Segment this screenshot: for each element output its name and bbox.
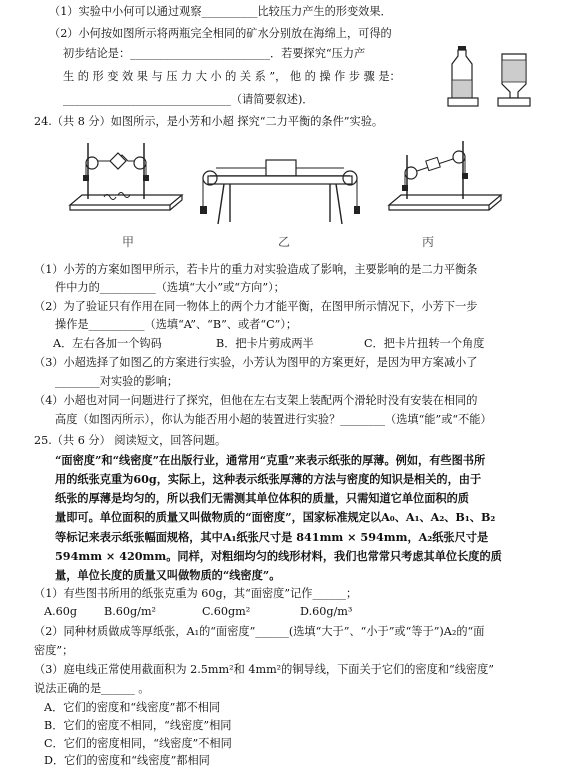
q25-passage-line5: 等标记来表示纸张幅面规格，其中A₁纸张尺寸是 841mm × 594mm，A₂纸张尺寸是 xyxy=(55,530,489,544)
q25-passage-line4: 量即可。单位面积的质量又叫做物质的“面密度”，国家标准规定以A₀、A₁、A₂、B₁、B₂ xyxy=(55,510,496,524)
q24-option-b: B．把卡片剪成两半 xyxy=(216,337,314,350)
q25-sub3-option-c: C．它们的密度相同，“线密度”不相同 xyxy=(44,737,232,750)
figure-caption-jia: 甲 xyxy=(122,235,135,249)
q25-passage-line1: “面密度”和“线密度”在出版行业，通常用“克重”来表示纸张的厚薄。例如，有些图书所 xyxy=(55,453,486,467)
q25-sub3-line1: （3）庭电线正常使用截面积为 2.5mm²和 4mm²的铜导线，下面关于它们的密度和“线密度” xyxy=(34,663,494,676)
q24-part4-line1: （4）小超也对同一问题进行了探究，但他在左右支架上装配两个滑轮时没有安装在相同的 xyxy=(34,394,478,407)
q25-sub1: （1）有些图书所用的纸张克重为 60g，其“面密度”记作______； xyxy=(34,587,358,600)
q25-sub2-line2: 密度”； xyxy=(34,644,74,657)
q25-sub3-option-d: D．它们的密度和“线密度”都相同 xyxy=(44,754,210,767)
q24-part2-line2: 操作是__________（选填“A”、“B”、或者“C”）； xyxy=(55,318,298,331)
q24-option-c: C．把卡片扭转一个角度 xyxy=(364,337,485,350)
q24-part2-line1: （2）为了验证只有作用在同一物体上的两个力才能平衡，在图甲所示情况下，小芳下一步 xyxy=(34,300,478,313)
bottles-on-sponge-figure xyxy=(446,40,536,110)
figure-yi-table-pulleys xyxy=(200,152,360,232)
q23-line-2: （2）小何按如图所示将两瓶完全相同的矿水分别放在海绵上，可得的 xyxy=(49,27,392,40)
q24-option-a: A．左右各加一个钩码 xyxy=(53,337,162,350)
q25-sub3-line2: 说法正确的是______ 。 xyxy=(34,682,150,695)
q25-sub1-option-d: D.60g/m³ xyxy=(300,605,353,618)
q24-part1-line1: （1）小芳的方案如图甲所示，若卡片的重力对实验造成了影响，主要影响的是二力平衡条 xyxy=(34,263,478,276)
q23-line-1: （1）实验中小何可以通过观察__________比较压力产生的形变效果． xyxy=(49,5,392,18)
figure-bing-uneven-pulleys xyxy=(385,135,505,227)
q25-passage-line6: 594mm × 420mm。同样，对粗细均匀的线形材料，我们也常常只考虑其单位长度的质 xyxy=(55,549,502,563)
q25-passage-line7: 量，单位长度的质量又叫做物质的“线密度”。 xyxy=(55,568,281,582)
q25-sub3-option-b: B．它们的密度不相同，“线密度”相同 xyxy=(44,719,232,732)
q24-part4-line2: 高度（如图丙所示），你认为能否用小超的装置进行实验？________（选填“能”或“不能） xyxy=(55,413,492,426)
q23-line-3: 初步结论是：_________________________．若要探究“压力产 xyxy=(63,47,366,60)
q25-sub2-line1: （2）同种材质做成等厚纸张，A₁的“面密度”______(选填“大于”、“小于”或“等于”)A₂的“面 xyxy=(34,625,485,638)
q24-part3-line2: ________对实验的影响； xyxy=(55,375,179,388)
q24-part3-line1: （3）小超选择了如图乙的方案进行实验，小芳认为图甲的方案更好，是因为甲方案减小了 xyxy=(34,356,478,369)
q25-passage-line3: 纸张的厚薄是均匀的，所以我们无需测其单位体积的质量，只需知道它单位面积的质 xyxy=(55,491,469,505)
q24-heading: 24.（共 8 分）如图所示，是小芳和小超 探究“二力平衡的条件”实验。 xyxy=(34,115,384,128)
q25-passage-line2: 用的纸张克重为60g，实际上，这种表示纸张厚薄的方法与密度的知识是相关的，由于 xyxy=(55,472,482,486)
figure-caption-bing: 丙 xyxy=(422,235,435,249)
q25-sub1-option-b: B.60g/m² xyxy=(104,605,157,618)
figure-jia-card-pulleys xyxy=(66,135,186,227)
q25-sub1-option-a: A.60g xyxy=(44,605,78,618)
q25-heading: 25.（共 6 分） 阅读短文，回答问题。 xyxy=(34,434,227,447)
q23-line-5: ______________________________（请简要叙述)． xyxy=(63,93,314,106)
q23-line-4: 生 的 形 变 效 果 与 压 力 大 小 的 关 系 ”， 他 的 操 作 步 骤 是： xyxy=(63,70,401,83)
q25-sub1-option-c: C.60gm² xyxy=(202,605,251,618)
q24-part1-line2: 件中力的__________（选填“大小”或“方向”）； xyxy=(55,281,285,294)
figure-caption-yi: 乙 xyxy=(278,235,291,249)
q25-sub3-option-a: A．它们的密度和“线密度”都不相同 xyxy=(44,701,221,714)
